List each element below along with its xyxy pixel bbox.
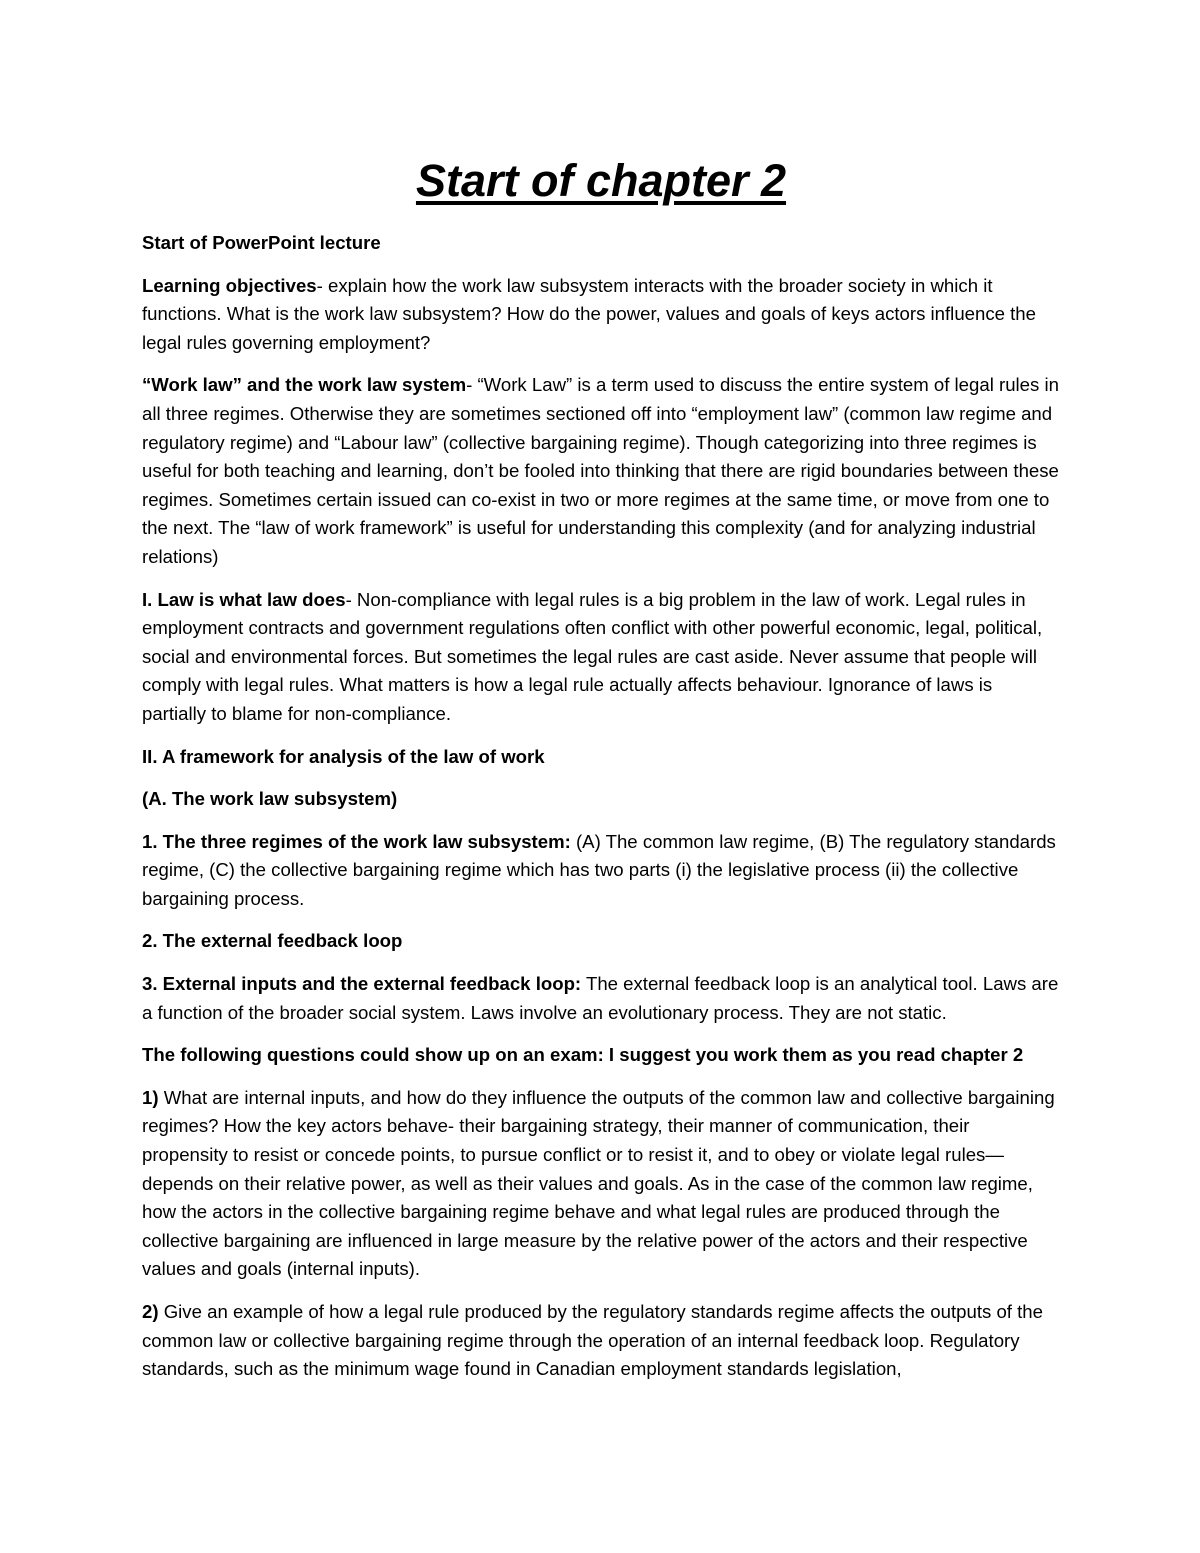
paragraph-work-law-system <box>142 371 1060 571</box>
paragraph-text: Give an example of how a legal rule produced by the regulatory standards regime affects the outputs of the common law or collective bargaining regime through the operation of an internal feedback loop. Regulatory standards, such as the minimum wage found in Canadian employment standards legislation, <box>142 1301 1043 1380</box>
paragraph-heading: 3. External inputs and the external feedback loop: <box>142 973 582 995</box>
paragraph-text: (A) The common law regime, (B) The regulatory standards regime, (C) the collective bargaining regime which has two parts (i) the legislative process (ii) the collective bargaining process. <box>142 830 1056 909</box>
page-title: Start of chapter 2 <box>415 155 787 206</box>
paragraph-text: What are internal inputs, and how do they influence the outputs of the common law and collective bargaining regimes? How the key actors behave- their bargaining strategy, their manner of communication, their propensity to resist or concede points, to pursue conflict or to resist it, and to obey or violate legal rules—depends on their relative power, as well as their values and goals. As in the case of the common law regime, how the actors in the collective bargaining regime behave and what legal rules are produced through the collective bargaining are influenced in large measure by the relative power of the actors and their respective values and goals (internal inputs). <box>142 1086 1055 1280</box>
paragraph-exam-questions-heading <box>142 1041 1060 1070</box>
paragraph-heading: 1. The three regimes of the work law subsystem: <box>142 830 571 852</box>
paragraph-law-is-what-law-does <box>142 586 1060 729</box>
paragraph-external-feedback-loop <box>142 927 1060 956</box>
paragraph-external-inputs <box>142 970 1060 1027</box>
paragraph-text: - explain how the work law subsystem interacts with the broader society in which it functions. What is the work law subsystem? How do the power, values and goals of keys actors influence the legal rules governing employment? <box>142 274 1036 353</box>
paragraph-heading: II. A framework for analysis of the law of work <box>142 745 545 767</box>
paragraph-heading: (A. The work law subsystem) <box>142 788 398 810</box>
paragraph-question-1 <box>142 1084 1060 1284</box>
paragraph-framework-heading <box>142 743 1060 772</box>
paragraph-heading: 2) <box>142 1301 159 1322</box>
paragraph-heading: I. Law is what law does <box>142 588 346 610</box>
paragraph-text: - “Work Law” is a term used to discuss the entire system of legal rules in all three regimes. Otherwise they are sometimes sectioned off into “employment law” (common law regime and regulatory regime) and “Labour law” (collective bargaining regime). Though categorizing into three regimes is useful for both teaching and learning, don’t be fooled into thinking that there are rigid boundaries between these regimes. Sometimes certain issued can co-exist in two or more regimes at the same time, or move from one to the next. The “law of work framework” is useful for understanding this complexity (and for analyzing industrial relations) <box>142 374 1059 567</box>
paragraph-heading: Start of PowerPoint lecture <box>142 232 381 253</box>
paragraph-subsystem-heading <box>142 785 1060 814</box>
paragraph-lecture-heading <box>142 229 1060 258</box>
paragraph-text: The external feedback loop is an analytical tool. Laws are a function of the broader social system. Laws involve an evolutionary process. They are not static. <box>142 973 1059 1023</box>
paragraph-learning-objectives <box>142 272 1060 358</box>
paragraph-text: - Non-compliance with legal rules is a big problem in the law of work. Legal rules in employment contracts and government regulations often conflict with other powerful economic, legal, political, social and environmental forces. But sometimes the legal rules are cast aside. Never assume that people will comply with legal rules. What matters is how a legal rule actually affects behaviour. Ignorance of laws is partially to blame for non-compliance. <box>142 588 1043 724</box>
paragraph-heading: Learning objectives <box>142 274 317 296</box>
paragraph-question-2 <box>142 1298 1060 1384</box>
paragraph-three-regimes <box>142 828 1060 914</box>
paragraph-heading: 1) <box>142 1086 159 1108</box>
paragraph-heading: The following questions could show up on an exam: I suggest you work them as you read chapter 2 <box>142 1044 1024 1066</box>
paragraph-heading: “Work law” and the work law system <box>142 374 467 396</box>
paragraph-heading: 2. The external feedback loop <box>142 930 403 952</box>
document-body <box>142 229 1060 1384</box>
